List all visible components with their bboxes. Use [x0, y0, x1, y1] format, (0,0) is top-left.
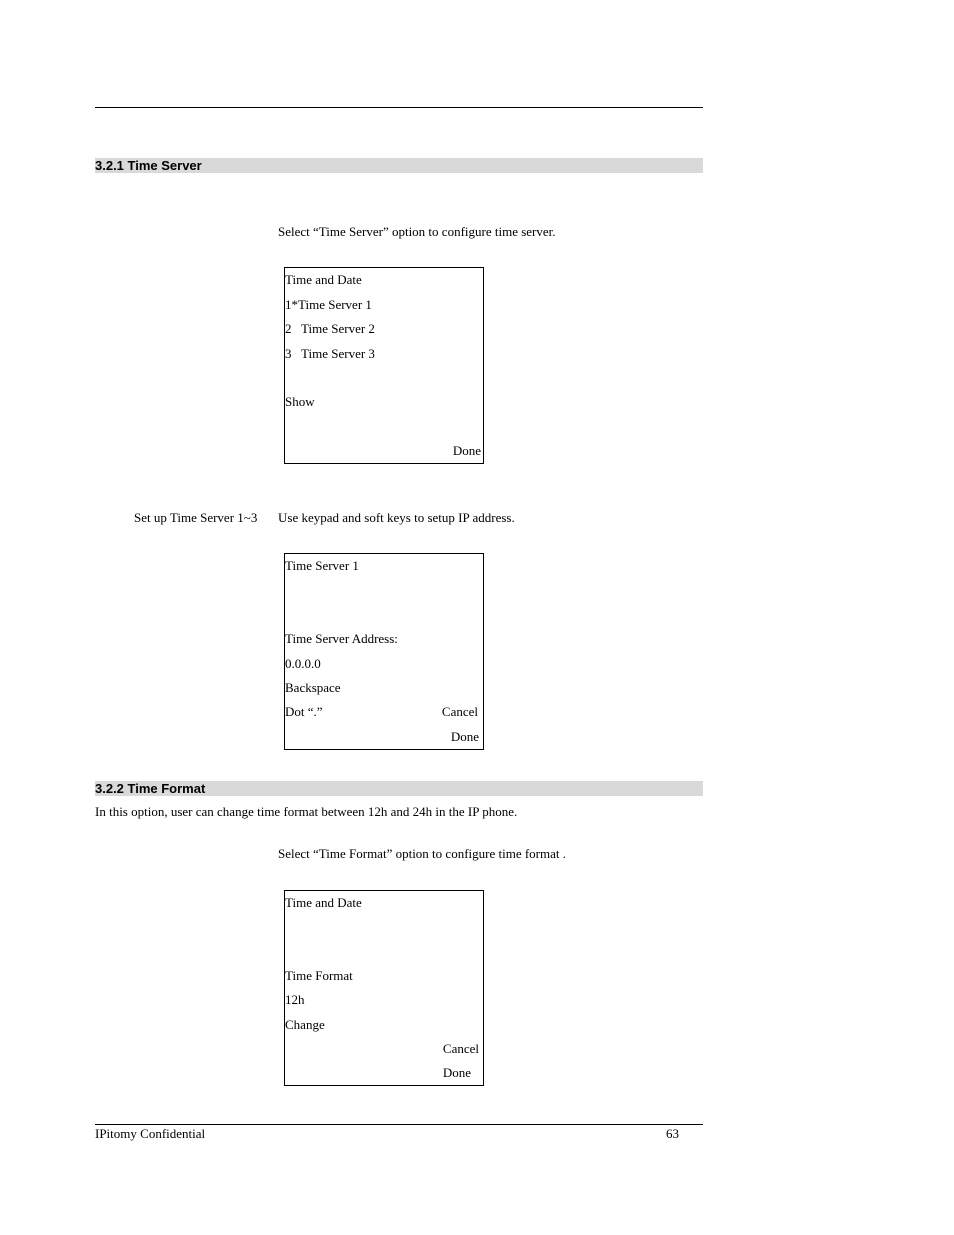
softkey-done[interactable]: Done	[450, 729, 479, 744]
phone-screen-time-format	[284, 890, 484, 1086]
footer-rule	[95, 1124, 703, 1125]
menu-item-time-server-2[interactable]: 2 Time Server 2	[285, 321, 375, 336]
section-heading-time-server	[95, 158, 703, 173]
footer-confidential: IPitomy Confidential	[95, 1126, 206, 1141]
section-heading-text: 3.2.1 Time Server	[95, 158, 202, 173]
time-server-intro: Select “Time Server” option to configure time server.	[278, 224, 556, 239]
format-label: Time Format	[285, 968, 353, 983]
menu-item-time-server-3[interactable]: 3 Time Server 3	[285, 346, 375, 361]
format-value: 12h	[285, 992, 305, 1007]
softkey-done[interactable]: Done	[442, 1065, 471, 1080]
section-heading-text: 3.2.2 Time Format	[95, 781, 206, 796]
softkey-change[interactable]: Change	[285, 1017, 325, 1032]
section-heading-time-format	[95, 781, 703, 796]
softkey-cancel[interactable]: Cancel	[441, 704, 478, 719]
step-label: Set up Time Server 1~3	[134, 510, 258, 525]
address-input[interactable]: 0.0.0.0	[285, 656, 321, 671]
page-number: 63	[666, 1126, 679, 1141]
softkey-backspace[interactable]: Backspace	[285, 680, 341, 695]
softkey-done[interactable]: Done	[452, 443, 481, 458]
address-label: Time Server Address:	[285, 631, 398, 646]
phone-screen-time-server-1	[284, 553, 484, 750]
step-text: Use keypad and soft keys to setup IP address.	[278, 510, 515, 525]
screen-title: Time Server 1	[285, 558, 359, 573]
phone-screen-time-and-date	[284, 267, 484, 464]
header-rule	[95, 107, 703, 108]
softkey-dot[interactable]: Dot “.”	[285, 704, 323, 719]
time-format-description: In this option, user can change time format between 12h and 24h in the IP phone.	[95, 804, 518, 819]
menu-item-time-server-1[interactable]: 1*Time Server 1	[285, 297, 372, 312]
screen-title: Time and Date	[285, 895, 362, 910]
time-format-intro: Select “Time Format” option to configure time format .	[278, 846, 566, 861]
softkey-show[interactable]: Show	[285, 394, 315, 409]
screen-title: Time and Date	[285, 272, 362, 287]
softkey-cancel[interactable]: Cancel	[442, 1041, 479, 1056]
